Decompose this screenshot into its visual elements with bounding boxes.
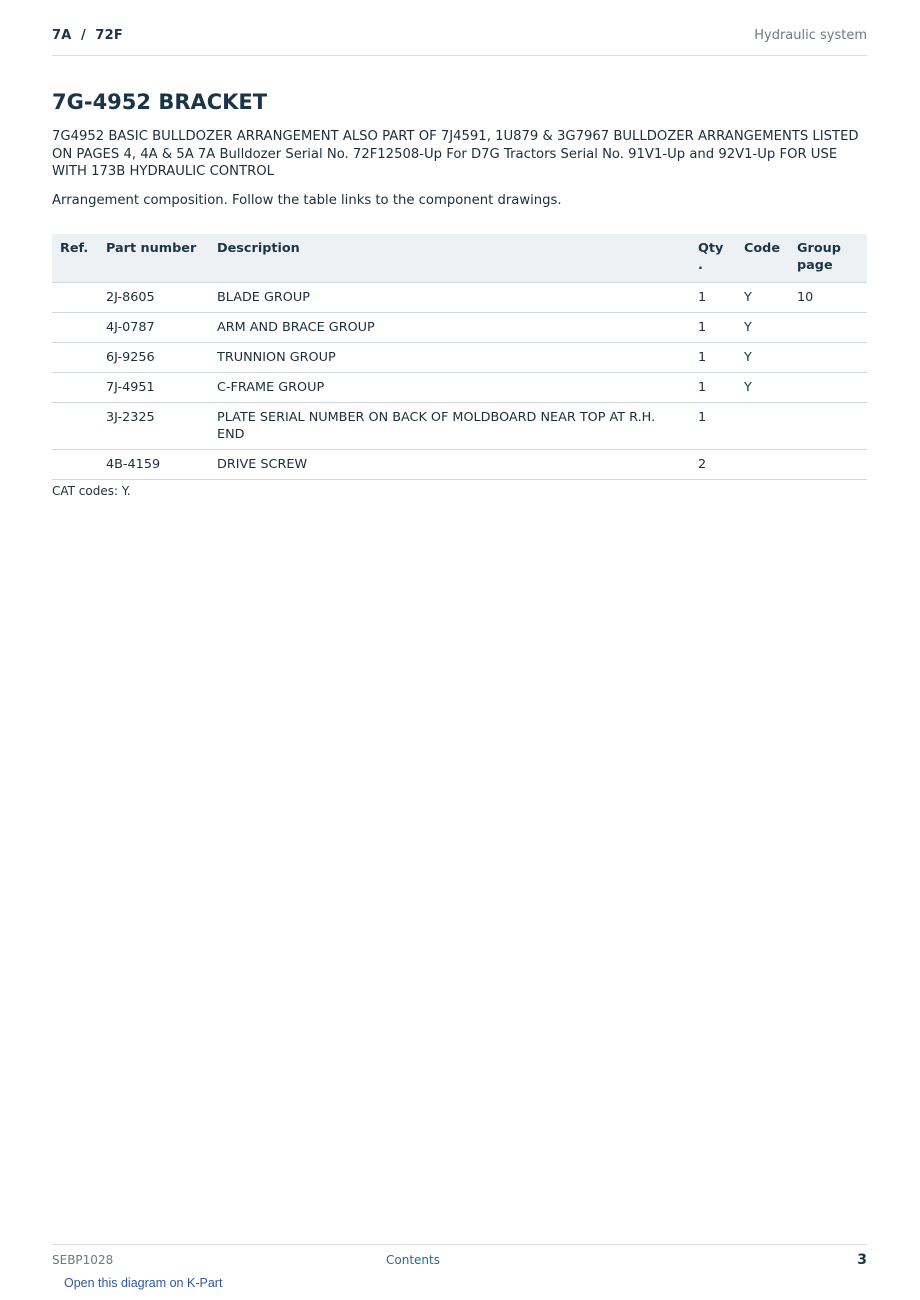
cell-qty: 2 <box>690 450 736 480</box>
cell-qty: 1 <box>690 343 736 373</box>
cell-code: Y <box>736 283 789 313</box>
cell-ref <box>52 403 98 450</box>
column-header-ref: Ref. <box>52 234 98 283</box>
cell-description: PLATE SERIAL NUMBER ON BACK OF MOLDBOARD NEAR TOP AT R.H. END <box>209 403 690 450</box>
cell-qty: 1 <box>690 373 736 403</box>
section-title: Hydraulic system <box>754 28 867 43</box>
cell-qty: 1 <box>690 313 736 343</box>
cell-description: ARM AND BRACE GROUP <box>209 313 690 343</box>
table-row <box>52 403 867 450</box>
cell-part-number: 4B-4159 <box>98 450 209 480</box>
column-header-group-page: Group page <box>789 234 867 283</box>
table-row <box>52 343 867 373</box>
cell-code <box>736 450 789 480</box>
cell-group-page <box>789 343 867 373</box>
cell-group-page <box>789 373 867 403</box>
table-header-row <box>52 234 867 283</box>
arrangement-description: 7G4952 BASIC BULLDOZER ARRANGEMENT ALSO PART OF 7J4591, 1U879 & 3G7967 BULLDOZER ARRANGEMENTS LISTED ON PAGES 4, 4A & 5A 7A Bulldozer Serial No. 72F12508-Up For D7G Tractors Serial No. 91V1-Up and 92V1-Up FOR USE WITH 173B HYDRAULIC CONTROL <box>52 129 859 179</box>
part-number-link[interactable]: 2J-8605 <box>98 283 209 313</box>
cell-part-number: 7J-4951 <box>98 373 209 403</box>
group-page-link[interactable]: 10 <box>789 283 867 313</box>
cell-ref <box>52 373 98 403</box>
cell-code: Y <box>736 313 789 343</box>
cell-part-number: 4J-0787 <box>98 313 209 343</box>
page-footer <box>52 1244 867 1275</box>
cell-ref <box>52 283 98 313</box>
page-number: 3 <box>857 1252 867 1268</box>
cell-code: Y <box>736 343 789 373</box>
cell-group-page <box>789 313 867 343</box>
cell-ref <box>52 343 98 373</box>
column-header-description: Description <box>209 234 690 283</box>
intro-text: Arrangement composition. Follow the table links to the component drawings. <box>52 193 562 208</box>
cell-ref <box>52 313 98 343</box>
cat-codes-note: CAT codes: Y. <box>52 484 131 498</box>
cell-description: DRIVE SCREW <box>209 450 690 480</box>
cell-part-number: 3J-2325 <box>98 403 209 450</box>
cell-description: TRUNNION GROUP <box>209 343 690 373</box>
cell-qty: 1 <box>690 283 736 313</box>
breadcrumb: 7A / 72F <box>52 28 123 43</box>
table-row <box>52 450 867 480</box>
page-title: 7G-4952 BRACKET <box>52 90 268 114</box>
open-kpart-link[interactable]: Open this diagram on K-Part <box>64 1276 223 1290</box>
column-header-code: Code <box>736 234 789 283</box>
column-header-qty: Qty . <box>690 234 736 283</box>
cell-description: BLADE GROUP <box>209 283 690 313</box>
table-row <box>52 313 867 343</box>
cell-ref <box>52 450 98 480</box>
table-row <box>52 283 867 313</box>
table-row <box>52 373 867 403</box>
document-id: SEBP1028 <box>52 1253 114 1267</box>
contents-link[interactable]: Contents <box>386 1253 440 1267</box>
parts-table <box>52 234 867 480</box>
page-header <box>52 28 867 56</box>
cell-code: Y <box>736 373 789 403</box>
cell-description: C-FRAME GROUP <box>209 373 690 403</box>
cell-group-page <box>789 450 867 480</box>
cell-group-page <box>789 403 867 450</box>
cell-part-number: 6J-9256 <box>98 343 209 373</box>
cell-qty: 1 <box>690 403 736 450</box>
column-header-part-number: Part number <box>98 234 209 283</box>
cell-code <box>736 403 789 450</box>
